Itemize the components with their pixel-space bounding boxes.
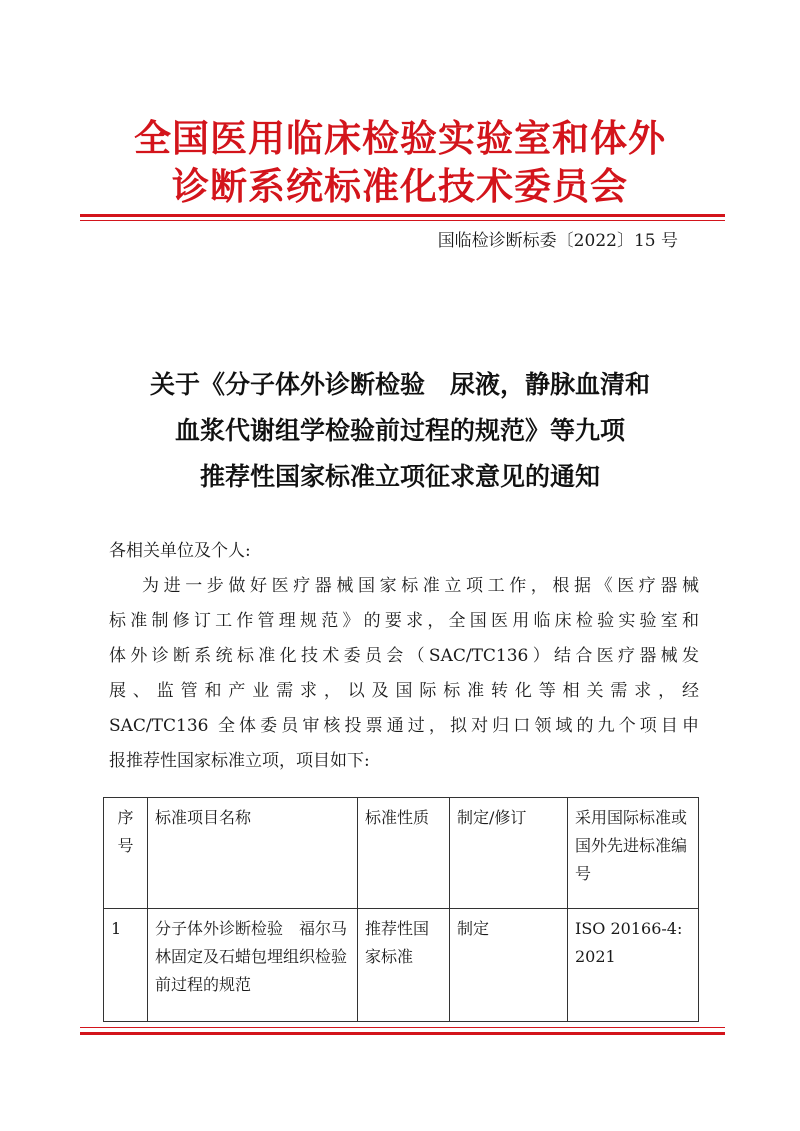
header-cell-type: 制定/修订 <box>450 798 568 909</box>
notice-title-line1: 关于《分子体外诊断检验 尿液，静脉血清和 <box>149 370 650 399</box>
footer-divider-thick <box>80 1032 725 1035</box>
notice-title-line2: 血浆代谢组学检验前过程的规范》等九项 <box>174 416 625 445</box>
body-paragraph-line: 为进一步做好医疗器械国家标准立项工作，根据《医疗器械 <box>142 576 699 596</box>
body-paragraph-line: 展、监管和产业需求，以及国际标准转化等相关需求，经 <box>109 681 699 701</box>
table-header-row <box>104 798 699 909</box>
body-paragraph-line: 标准制修订工作管理规范》的要求，全国医用临床检验实验室和 <box>109 611 699 631</box>
header-cell-no: 序号 <box>104 798 148 909</box>
cell-intl-standard: ISO 20166-4:2021 <box>568 909 699 1022</box>
document-number: 国临检诊断标委〔2022〕15 号 <box>437 231 678 251</box>
cell-name: 分子体外诊断检验 福尔马林固定及石蜡包埋组织检验前过程的规范 <box>148 909 358 1022</box>
header-divider-thick <box>80 214 725 217</box>
body-paragraph-line: 体外诊断系统标准化技术委员会（SAC/TC136）结合医疗器械发 <box>109 646 699 666</box>
cell-no: 1 <box>104 909 148 1022</box>
header-cell-name: 标准项目名称 <box>148 798 358 909</box>
salutation: 各相关单位及个人: <box>109 541 251 561</box>
notice-title-line3: 推荐性国家标准立项征求意见的通知 <box>199 462 600 491</box>
footer-divider-thin <box>80 1027 725 1028</box>
cell-nature: 推荐性国家标准 <box>358 909 450 1022</box>
project-table <box>103 797 699 1022</box>
header-divider-thin <box>80 220 725 221</box>
table-row <box>104 909 699 1022</box>
body-paragraph-line: 报推荐性国家标准立项，项目如下: <box>109 751 370 771</box>
org-name-line2: 诊断系统标准化技术委员会 <box>172 164 628 208</box>
cell-type: 制定 <box>450 909 568 1022</box>
header-cell-intl-standard: 采用国际标准或国外先进标准编号 <box>568 798 699 909</box>
header-cell-nature: 标准性质 <box>358 798 450 909</box>
body-paragraph-line: SAC/TC136 全体委员审核投票通过，拟对归口领域的九个项目申 <box>109 716 699 736</box>
org-name-line1: 全国医用临床检验实验室和体外 <box>134 116 666 160</box>
